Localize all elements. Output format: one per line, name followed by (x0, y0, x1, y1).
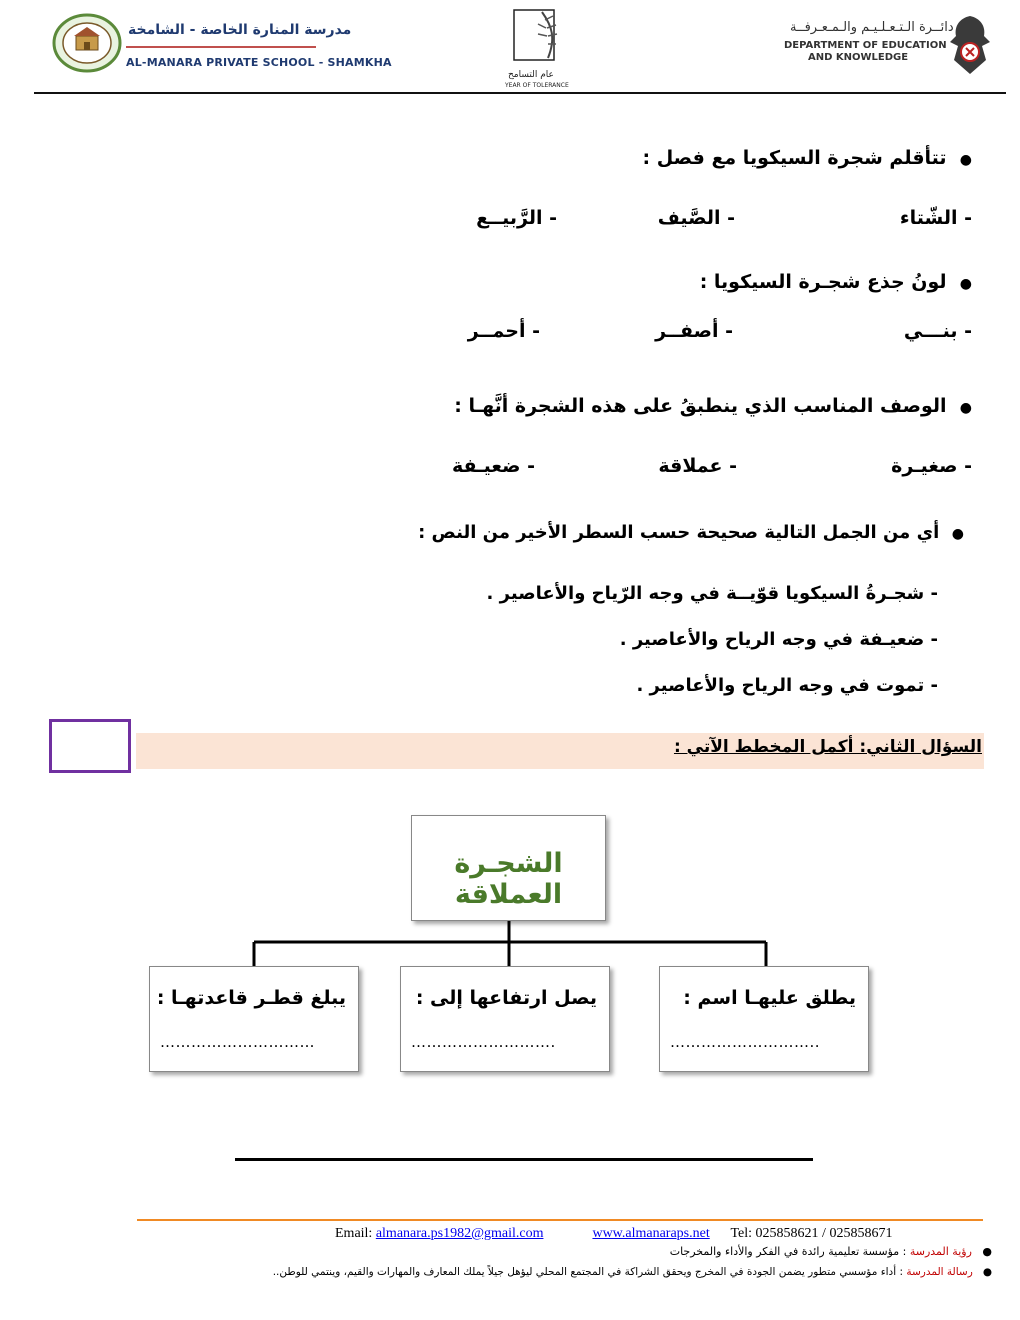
question-2-text: لونُ جذع شجـرة السيكويا : (699, 271, 947, 293)
year-of-tolerance-en: YEAR OF TOLERANCE (505, 82, 569, 89)
question-3-option-2[interactable]: - عملاقة (658, 455, 737, 477)
school-name-ar: مدرسة المنارة الخاصة - الشامخة (128, 22, 352, 38)
vision-text: : مؤسسة تعليمية رائدة في الفكر والأداء والمخرجات (669, 1245, 907, 1258)
diagram-child-height[interactable] (400, 966, 610, 1072)
question-3-option-1[interactable]: - صغيـرة (891, 455, 972, 477)
bullet-icon: ● (982, 1245, 992, 1258)
bullet-icon: ● (982, 1266, 992, 1278)
bullet-icon: ● (959, 152, 972, 168)
question-1-option-1[interactable]: - الشّتاء (899, 207, 972, 229)
department-name-en-line2: AND KNOWLEDGE (808, 52, 909, 63)
question-1-option-3[interactable]: - الرَّبيــع (476, 207, 557, 229)
diagram-root-box (411, 815, 606, 921)
question-4-text: أي من الجمل التالية صحيحة حسب السطر الأخير من النص : (418, 522, 940, 543)
telephone: Tel: 025858621 / 025858671 (730, 1226, 893, 1241)
separator-line (235, 1158, 813, 1161)
question-3-option-3[interactable]: - ضعيـفة (451, 455, 535, 477)
question-1-text: تتأقلم شجرة السيكويا مع فصل : (642, 147, 947, 169)
diagram-child-name-blank[interactable]: ……………………….. (670, 1033, 821, 1051)
email-link[interactable]: almanara.ps1982@gmail.com (375, 1226, 544, 1241)
diagram-child-height-label: يصل ارتفاعها إلى : (415, 987, 597, 1009)
section-2-title: السؤال الثاني: أكمل المخطط الآتي : (673, 737, 982, 757)
question-2-option-1[interactable]: - بنـــي (903, 320, 972, 342)
email-label: Email: (335, 1226, 373, 1241)
question-4-statement-3[interactable]: - تموت في وجه الرياح والأعاصير . (636, 675, 938, 696)
bullet-icon: ● (959, 400, 972, 416)
website-link[interactable]: www.almanaraps.net (592, 1226, 710, 1241)
diagram-child-diameter-label: يبلغ قطـر قاعدتهـا : (156, 987, 346, 1009)
question-4-statement-1[interactable]: - شجـرةُ السيكويا قوّيــة في وجه الرّياح والأعاصير . (486, 583, 938, 604)
diagram-child-diameter-blank[interactable]: ………………………… (160, 1033, 315, 1051)
footer-contact (335, 1226, 892, 1242)
bullet-icon: ● (951, 526, 964, 542)
footer-divider (137, 1219, 983, 1221)
bullet-icon: ● (959, 276, 972, 292)
question-3-text: الوصف المناسب الذي ينطبقُ على هذه الشجرة أنَّهـا : (454, 395, 947, 417)
mission-label: رسالة المدرسة (906, 1266, 973, 1278)
question-4-statement-2[interactable]: - ضعيـفة في وجه الرياح والأعاصير . (619, 629, 938, 650)
year-of-tolerance-ar: عام التسامح (508, 70, 554, 80)
diagram-root-title: الشجـرة العملاقة (454, 848, 563, 910)
question-2-option-3[interactable]: - أحمــر (467, 320, 540, 342)
question-1-option-2[interactable]: - الصَّيف (657, 207, 735, 229)
footer-mission (273, 1266, 992, 1278)
diagram-child-height-blank[interactable]: ………………………. (411, 1033, 556, 1051)
footer-vision (670, 1245, 992, 1258)
question-2-option-2[interactable]: - أصفــر (655, 320, 733, 342)
diagram-child-name-label: يطلق عليهـا اسم : (683, 987, 856, 1009)
school-name-en: AL-MANARA PRIVATE SCHOOL - SHAMKHA (126, 56, 392, 69)
vision-label: رؤية المدرسة (909, 1245, 972, 1258)
diagram-child-name[interactable] (659, 966, 869, 1072)
mission-text: : أداء مؤسسي متطور يضمن الجودة في المخرج ويحقق الشراكة في المجتمع المحلي ليؤهل جيلاً يملك المعارف والمهارات والقيم، وينتمي للوطن.. (272, 1266, 904, 1278)
department-name-ar: دائــرة الـتـعـلـيـم والـمـعـرفــة (790, 20, 954, 35)
department-name-en-line1: DEPARTMENT OF EDUCATION (784, 40, 947, 51)
diagram-child-diameter[interactable] (149, 966, 359, 1072)
